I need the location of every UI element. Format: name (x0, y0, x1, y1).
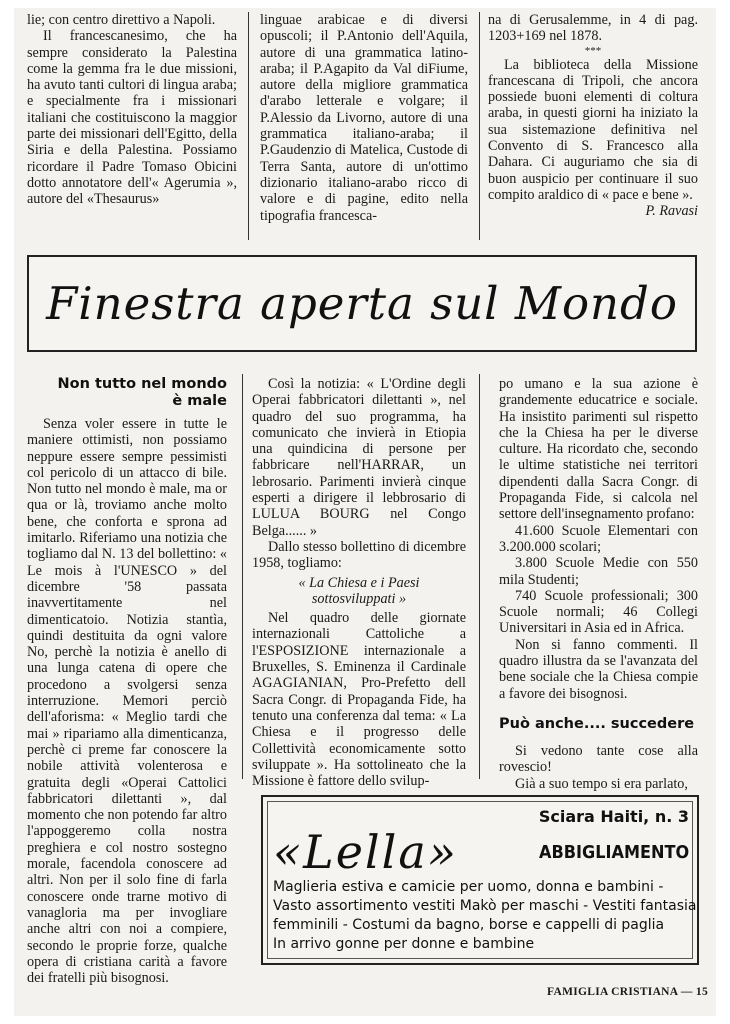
stat-line: 41.600 Scuole Elementari con 3.200.000 scolari; (499, 522, 698, 555)
ad-text-line: Maglieria estiva e camicie per uomo, donna e bambini - (273, 879, 664, 895)
paragraph: linguae arabicae e di diversi opuscoli; il P.Antonio dell'Aquila, autore di una grammatica latino-araba; il P.Agapito da Val diFiume, autore della migliore grammatica d'arabo letterale e volgare; il P.Alessio da Livorno, autore di una grammatica italiano-araba; il P.Gaudenzio di Matelica, Custode di Terra Santa, autore di un'ottimo dizionario italiano-arabo ricco di valore e di pagine, edito nella tipografia francesca- (260, 12, 468, 224)
bottom-column-2 (252, 376, 466, 789)
section-banner (27, 255, 697, 352)
column-rule (479, 12, 480, 240)
paragraph: na di Gerusalemme, in 4 di pag. 1203+169 nel 1878. (488, 12, 698, 45)
paragraph: Si vedono tante cose alla rovescio! (499, 742, 698, 776)
paragraph: lie; con centro direttivo a Napoli. (27, 12, 216, 28)
author-signature: P. Ravasi (645, 203, 698, 220)
paragraph: Così la notizia: « L'Ordine degli Operai fabbricatori dilettanti », nel quadro del suo programma, ha comunicato che invierà in Etiopia una quindicina di persone per fabbricare nell'HARRAR, un lebrosario. Parimenti invierà cinque esperti a dirigere il lebbrosario di LULUA BOURG nel Congo Belga...... » (252, 376, 466, 539)
page-footer: FAMIGLIA CRISTIANA — 15 (547, 986, 708, 998)
stat-line: 3.800 Scuole Medie con 550 mila Studenti; (499, 555, 698, 588)
top-column-1 (27, 12, 237, 208)
banner-title: Finestra aperta sul Mondo (46, 277, 678, 330)
ad-text-line: Vasto assortimento vestiti Makò per maschi - Vestiti fantasia (273, 898, 697, 914)
bottom-column-1 (27, 376, 227, 986)
ad-category: ABBIGLIAMENTO (538, 843, 689, 863)
paragraph: Senza voler essere in tutte le maniere ottimisti, non possiamo neppure essere sempre pessimisti col pericolo di un attacco di bile. Non tutto nel mondo è male, ma or qua or là, troviamo anche molto bene, che conforta e sprona ad imitarlo. Riferiamo una notizia che togliamo dal N. 13 del bollettino: « Le mois à l'UNESCO » del dicembre '58 passata inavvertitamente nel dimenticatoio. Notizia stantìa, quindi destituita da ogni valore No, perchè la notizia è anello di una lunga catena di opere che procedono a svolgersi senza interruzione. Memori perciò dell'aforisma: « Meglio tardi che mai » ripariamo alla dimenticanza, perchè ci preme far conoscere la nobile attività volenterosa e gratuita degli «Operai Cattolici fabbricatori dilettanti », dal momento che non potendo far altro l'appoggeremo colla nostra preghiera e col nostro sostegno morale, facendola conoscere ad altri. Non per il solo fine di farla conoscere onde trarne motivo di vanagloria ma per invogliare anche altri con noi a compiere, secondo le proprie forze, qualche opera di cristiana carità a favore dei fratelli più bisognosi. (27, 416, 227, 987)
paragraph: Già a suo tempo si era parlato, (515, 775, 688, 792)
ad-text-line: In arrivo gonne per donne e bambine (273, 936, 535, 952)
paragraph: Dallo stesso bollettino di dicembre 1958, togliamo: (252, 538, 466, 572)
ad-address: Sciara Haiti, n. 3 (538, 807, 689, 826)
article-heading: Non tutto nel mondo è male (57, 376, 227, 409)
paragraph: Nel quadro delle giornate internazionali Cattoliche a l'ESPOSIZIONE internazionale a Bruxelles, S. Eminenza il Cardinale AGAGIANIAN, Pro-Prefetto dell Sacra Congr. di Propaganda Fide, ha tenuto una conferenza dal tema: « La Chiesa e il progresso delle Collettività economicamente sotto sviluppate ». Ha sottolineato che la Missione è fattore dello svilup- (252, 610, 466, 790)
subheading: « La Chiesa e i Paesi sottosviluppati » (298, 574, 420, 607)
separator: *** (584, 44, 602, 57)
paragraph: Non si fanno commenti. Il quadro illustra da se l'avanzata del bene sociale che la Chiesa compie a favore dei bisognosi. (499, 636, 698, 702)
stat-line: 740 Scuole professionali; 300 Scuole normali; 46 Collegi Universitari in Asia ed in Africa. (499, 587, 698, 637)
article-heading: Può anche.... succedere (499, 715, 695, 732)
top-column-3 (488, 12, 698, 220)
column-rule (248, 12, 249, 240)
bottom-column-3 (499, 376, 698, 792)
paragraph: La biblioteca della Missione francescana di Tripoli, che ancora possiede buoni elementi di coltura araba, in questi giorni ha iniziato la sua sistemazione definitiva nel Convento di S. Francesco alla Dahara. Ci auguriamo che sia di buon auspicio per continuare il suo compito araldico di « pace e bene ». (488, 56, 698, 203)
top-column-2 (260, 12, 468, 224)
advertisement-box (261, 795, 699, 965)
paragraph: Il francescanesimo, che ha sempre considerato la Palestina come la gemma fra le due missioni, ha avuto tanti cultori di lingua araba; e specialmente fra i missionari italiani che costituiscono la maggior parte dei missionari dell'Egitto, della Siria e della Palestina. Possiamo ricordare il Padre Tomaso Obicini dotto annotatore dell'« Agerumia », autore del «Thesaurus» (27, 28, 237, 208)
column-rule (479, 374, 480, 779)
column-rule (242, 374, 243, 779)
ad-brand-logo: «Lella» (273, 825, 458, 879)
ad-text-line: femminili - Costumi da bagno, borse e cappelli di paglia (273, 917, 665, 933)
paragraph: po umano e la sua azione è grandemente educatrice e sociale. Ha insistito parimenti sul rispetto che la Chiesa ha per le diverse culture. Ha ricordato che, secondo le ultime statistiche nei territori dipendenti dalla Sacra Congr. di Propaganda Fide, si calcola nel settore dell'insegnamento profano: (499, 376, 698, 523)
